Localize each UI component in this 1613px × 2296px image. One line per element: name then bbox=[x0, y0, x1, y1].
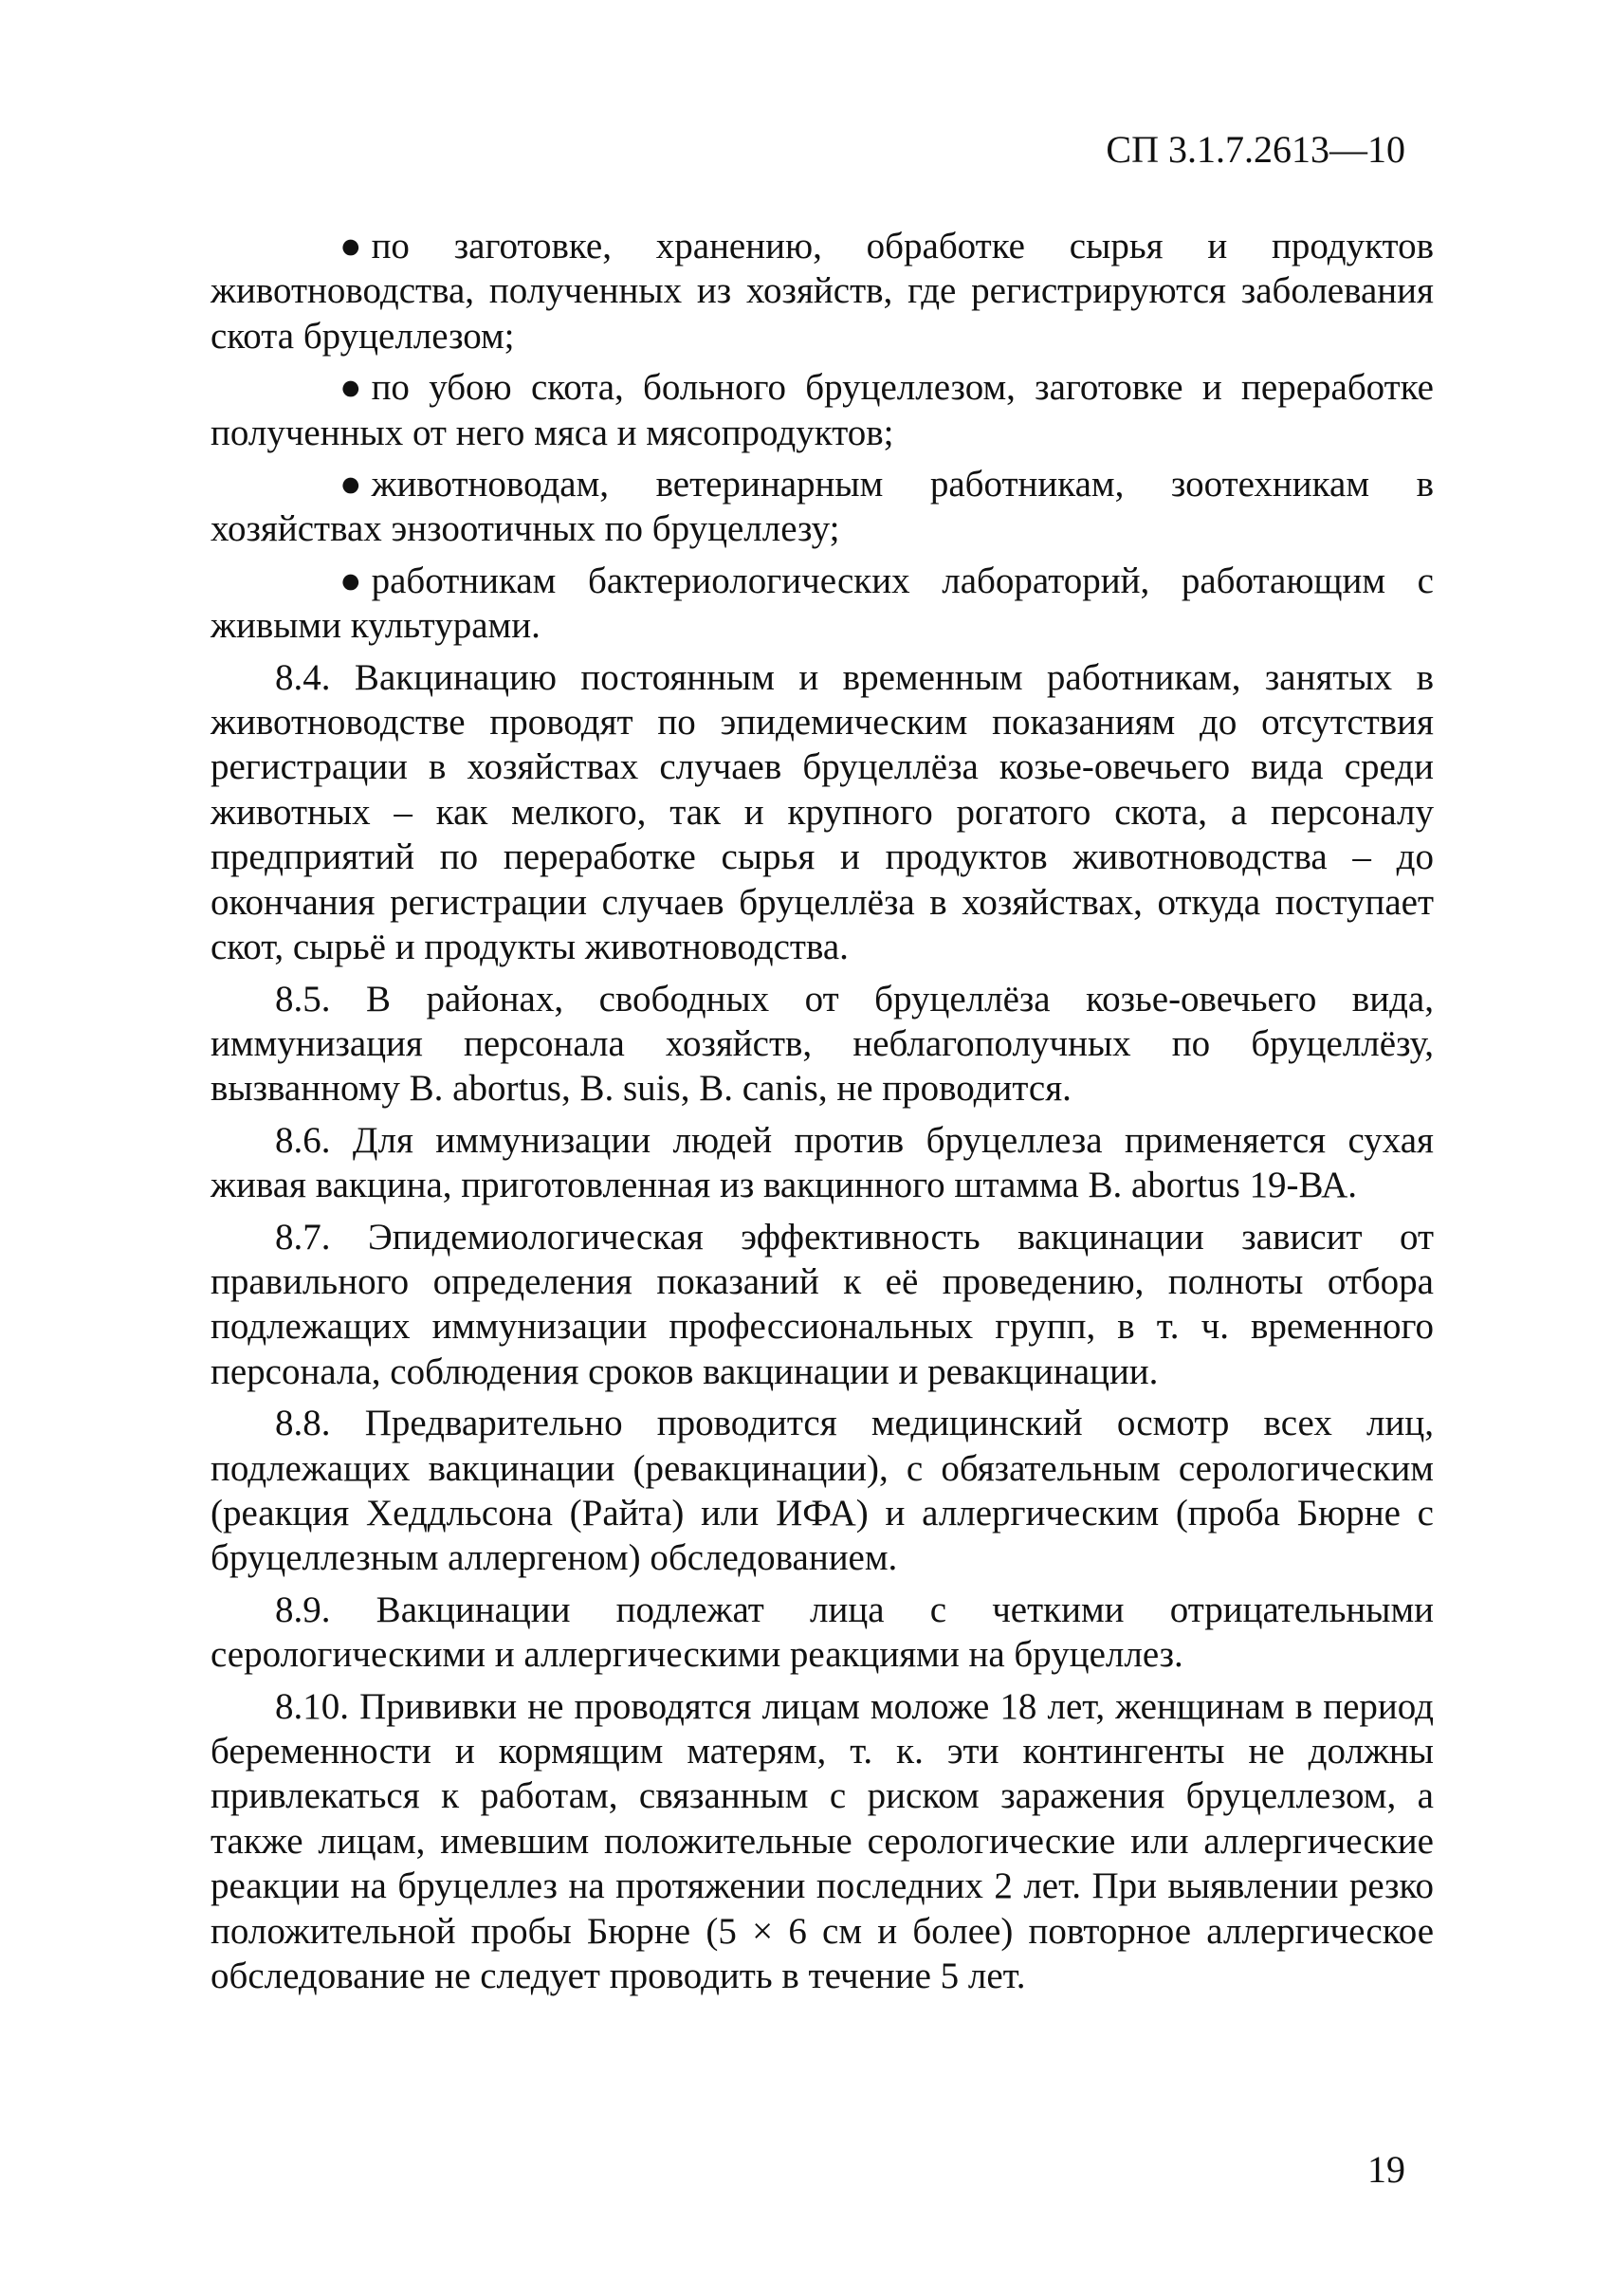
bullet-icon: ● bbox=[339, 226, 362, 266]
paragraph-8-4: 8.4. Вакцинацию постоянным и временным работникам, занятых в животноводстве проводят по эпидемическим показаниям до отсутствия регистрации в хозяйствах случаев бруцеллёза козье-овечьего вида среди животных – как мелкого, так и крупного рогатого скота, а персоналу предприятий по переработке сырья и продуктов животноводства – до окончания регистрации случаев бруцеллёза в хозяйствах, откуда поступает скот, сырьё и продукты животноводства. bbox=[211, 656, 1434, 968]
page-number: 19 bbox=[1367, 2148, 1405, 2191]
bullet-item bbox=[211, 462, 1434, 552]
bullet-text: по заготовке, хранению, обработке сырья и продуктов животноводства, полученных из хозяйств, где регистрируются заболевания скота бруцеллезом; bbox=[211, 226, 1434, 357]
bullet-text: работникам бактериологических лабораторий, работающим с живыми культурами. bbox=[211, 560, 1434, 647]
paragraph-8-6: 8.6. Для иммунизации людей против бруцеллеза применяется сухая живая вакцина, приготовленная из вакцинного штамма B. abortus 19-ВА. bbox=[211, 1119, 1434, 1206]
paragraph-8-8: 8.8. Предварительно проводится медицинский осмотр всех лиц, подлежащих вакцинации (ревакцинации), с обязательным серологическим (реакция Хеддльсона (Райта) или ИФА) и аллергическим (проба Бюрне с бруцеллезным аллергеном) обследованием. bbox=[211, 1403, 1434, 1579]
paragraph-8-9: 8.9. Вакцинации подлежат лица с четкими отрицательными серологическими и аллергическими реакциями на бруцеллез. bbox=[211, 1589, 1434, 1676]
bullet-text: по убою скота, больного бруцеллезом, заготовке и переработке полученных от него мяса и мясопродуктов; bbox=[211, 367, 1434, 453]
paragraph-8-5: 8.5. В районах, свободных от бруцеллёза козье-овечьего вида, иммунизация персонала хозяйств, неблагополучных по бруцеллёзу, вызванному B. abortus, B. suis, B. canis, не проводится. bbox=[211, 978, 1434, 1110]
paragraph-8-10: 8.10. Прививки не проводятся лицам моложе 18 лет, женщинам в период беременности и кормящим матерям, т. к. эти контингенты не должны привлекаться к работам, связанным с риском заражения бруцеллезом, а также лицам, имевшим положительные серологические или аллергические реакции на бруцеллез на протяжении последних 2 лет. При выявлении резко положительной пробы Бюрне (5 × 6 см и более) повторное аллергическое обследование не следует проводить в течение 5 лет. bbox=[211, 1685, 1434, 1997]
paragraph-8-7: 8.7. Эпидемиологическая эффективность вакцинации зависит от правильного определения показаний к её проведению, полноты отбора подлежащих иммунизации профессиональных групп, в т. ч. временного персонала, соблюдения сроков вакцинации и ревакцинации. bbox=[211, 1216, 1434, 1392]
bullet-item bbox=[211, 224, 1434, 358]
bullet-item bbox=[211, 365, 1434, 455]
bullet-icon: ● bbox=[339, 464, 362, 505]
document-code-header: СП 3.1.7.2613—10 bbox=[1106, 128, 1405, 171]
bullet-text: животноводам, ветеринарным работникам, зоотехникам в хозяйствах энзоотичных по бруцеллезу; bbox=[211, 464, 1434, 550]
bullet-item bbox=[211, 559, 1434, 649]
body-text bbox=[211, 224, 1434, 2005]
bullet-icon: ● bbox=[339, 560, 362, 601]
bullet-icon: ● bbox=[339, 367, 362, 409]
